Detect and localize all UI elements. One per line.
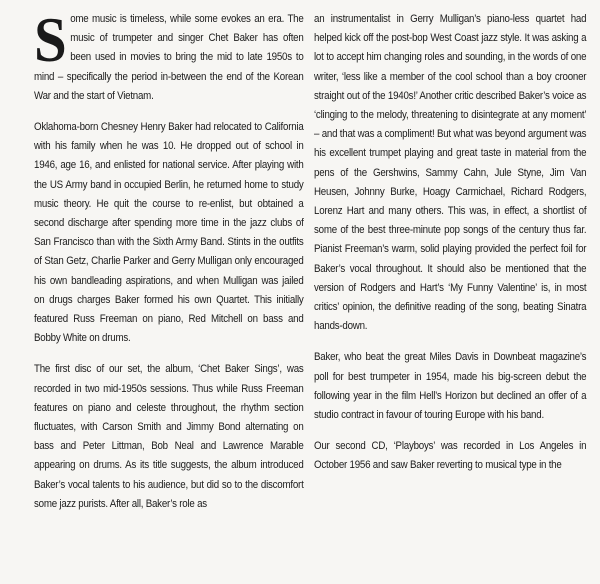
film-debut-paragraph: Baker, who beat the great Miles Davis in Downbeat magazine’s poll for best trumpeter in 1954, made his big-screen debut the following year in the film Hell’s Horizon but declined an offer of a studio contract in favour of touring Europe with his band. xyxy=(314,351,587,422)
second-cd-paragraph: Our second CD, ‘Playboys’ was recorded in Los Angeles in October 1956 and saw Baker reverting to musical type in the xyxy=(314,440,587,472)
biography-paragraph: Oklahoma-born Chesney Henry Baker had relocated to California with his family when he was 10. He dropped out of school in 1946, age 16, and enlisted for national service. After playing with the US Army band in occupied Berlin, he returned home to study music theory. He quit the course to re-enlist, but obtained a second discharge after spending more time in the jazz clubs of San Francisco than with the Sixth Army Band. Stints in the outfits of Stan Getz, Charlie Parker and Gerry Mulligan only encouraged his own bandleading aspirations, and when Mulligan was jailed on drugs charges Baker formed his own Quartet. This initially featured Russ Freeman on piano, Red Mitchell on bass and Bobby White on drums. xyxy=(34,121,304,345)
intro-text: ome music is timeless, while some evokes an era. The music of trumpeter and singer Chet Baker has often been used in movies to bring the mid to late 1950s to mind – specifically the period in-between the end of the Korean War and the start of Vietnam. xyxy=(34,13,304,102)
first-disc-paragraph: The first disc of our set, the album, ‘Chet Baker Sings’, was recorded in two mid-1950s sessions. Thus while Russ Freeman features on piano and celeste throughout, the rhythm section fluctuates, with Carson Smith and Jimmy Bond alternating on bass and Peter Littman, Bob Neal and Lawrence Marable appearing on drums. As its title suggests, the album introduced Baker’s vocal talents to his audience, but did so to the discomfort some jazz purists. After all, Baker’s role as xyxy=(34,363,304,510)
intro-paragraph xyxy=(34,4,304,106)
left-column xyxy=(34,4,304,526)
drop-cap: S xyxy=(34,4,67,75)
vocal-reception-paragraph: an instrumentalist in Gerry Mulligan’s piano-less quartet had helped kick off the post-bop West Coast jazz style. It was asking a lot to accept him changing roles and sounding, in the words of one writer, ‘less like a member of the cool school than a boy crooner straight out of the 1940s!’ Another critic described Baker’s voice as ‘clinging to the melody, threatening to disintegrate at any moment’ – and that was a compliment! But what was beyond argument was his excellent trumpet playing and great taste in material from the pens of the Gershwins, Sammy Cahn, Jule Styne, Jim Van Heusen, Johnny Burke, Hoagy Carmichael, Richard Rodgers, Lorenz Hart and many others. This was, in effect, a shortlist of some of the best three-minute pop songs of the century thus far. Pianist Freeman’s warm, solid playing provided the perfect foil for Baker’s vocal throughout. It should also be mentioned that the version of Rodgers and Hart’s ‘My Funny Valentine’ is, in most critics’ opinion, the definitive reading of the song, beating Sinatra hands-down. xyxy=(314,13,587,333)
right-column xyxy=(314,10,586,488)
